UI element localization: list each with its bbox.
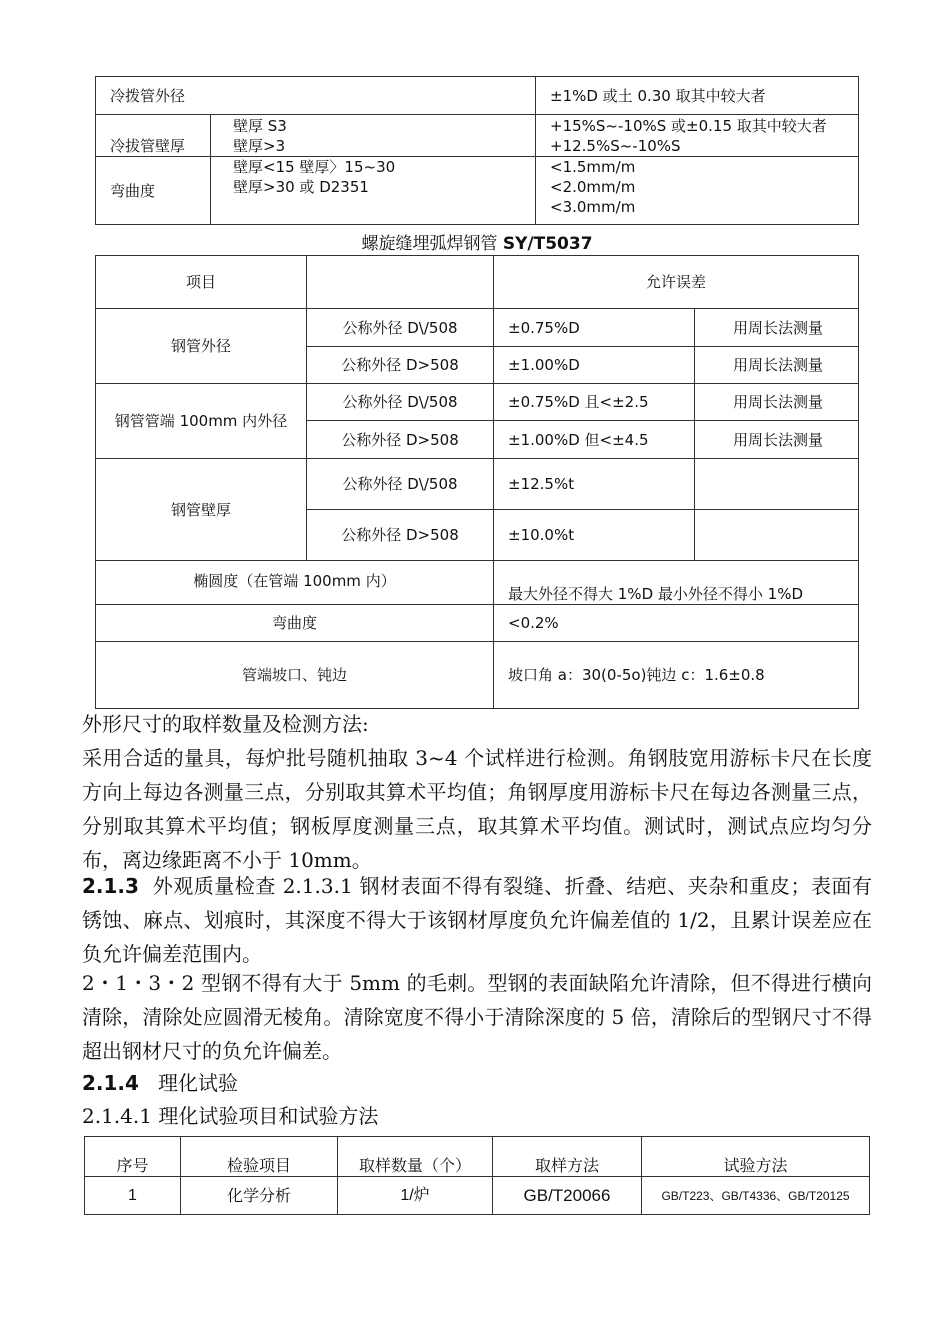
row-condition: 壁厚<15 壁厚〉15~30 壁厚>30 或 D2351: [211, 157, 536, 225]
header-cell: 检验项目: [181, 1137, 338, 1177]
tolerance-cell: ±12.5%t: [494, 459, 695, 510]
cold-drawn-tolerance-table: [95, 76, 859, 225]
method-cell: [695, 459, 859, 510]
section-2-1-4-1: 2.1.4.1 理化试验项目和试验方法: [82, 1104, 379, 1128]
row-cell: GB/T223、GB/T4336、GB/T20125: [642, 1177, 870, 1215]
section-2-1-3: 2.1.3 外观质量检查 2.1.3.1 钢材表面不得有裂缝、折叠、结疤、夹杂和重皮；表面有锈蚀、麻点、划痕时，其深度不得大于该钢材厚度负允许偏差值的 1/2，且累计误差应在负允许偏差范围内。: [82, 874, 873, 966]
row-condition: 壁厚 S3 壁厚>3: [211, 115, 536, 157]
row-cell: GB/T20066: [493, 1177, 642, 1215]
method-cell: 用周长法测量: [695, 309, 859, 347]
tolerance-cell: ±1.00%D: [494, 347, 695, 384]
section-2-1-3-2: 2・1・3・2 型钢不得有大于 5mm 的毛刺。型钢的表面缺陷允许清除，但不得进行横向清除，清除处应圆滑无棱角。清除宽度不得小于清除深度的 5 倍，清除后的型钢尺寸不得超出钢材尺寸的负允许偏差。: [82, 971, 872, 1063]
section-2-1-4: 2.1.4 理化试验: [82, 1071, 239, 1095]
condition-cell: 公称外径 D\/508: [307, 459, 494, 510]
condition-cell: 公称外径 D\/508: [307, 384, 494, 421]
method-cell: 用周长法测量: [695, 421, 859, 459]
spiral-pipe-tolerance-table: [95, 255, 859, 709]
bevel-tolerance: 坡口角 a：30(0-5o)钝边 c：1.6±0.8: [494, 642, 859, 709]
row-item: 冷拔管壁厚: [96, 115, 211, 157]
header-item: 项目: [96, 256, 307, 309]
tolerance-cell: ±10.0%t: [494, 510, 695, 561]
tolerance-cell: ±1.00%D 但<±4.5: [494, 421, 695, 459]
row-cell: 1: [85, 1177, 181, 1215]
bend-item: 弯曲度: [96, 605, 494, 642]
row-tolerance: ±1%D 或土 0.30 取其中较大者: [536, 77, 859, 115]
condition-cell: 公称外径 D>508: [307, 510, 494, 561]
group-item: 钢管壁厚: [96, 459, 307, 561]
row-item: 冷拨管外径: [96, 77, 536, 115]
header-cell: 试验方法: [642, 1137, 870, 1177]
group-item: 钢管外径: [96, 309, 307, 384]
table-title: 螺旋缝埋弧焊钢管 SY/T5037: [361, 234, 593, 254]
condition-cell: 公称外径 D>508: [307, 347, 494, 384]
header-cell: 序号: [85, 1137, 181, 1177]
bevel-item: 管端坡口、钝边: [96, 642, 494, 709]
tolerance-cell: ±0.75%D: [494, 309, 695, 347]
row-tolerance: <1.5mm/m <2.0mm/m <3.0mm/m: [536, 157, 859, 225]
method-cell: 用周长法测量: [695, 347, 859, 384]
ovality-item: 椭圆度（在管端 100mm 内）: [96, 561, 494, 605]
row-item: 弯曲度: [96, 157, 211, 225]
row-cell: 1/炉: [338, 1177, 493, 1215]
header-cell: 取样方法: [493, 1137, 642, 1177]
method-cell: [695, 510, 859, 561]
condition-cell: 公称外径 D\/508: [307, 309, 494, 347]
row-cell: 化学分析: [181, 1177, 338, 1215]
bend-tolerance: <0.2%: [494, 605, 859, 642]
row-tolerance: +15%S~-10%S 或±0.15 取其中较大者 +12.5%S~-10%S: [536, 115, 859, 157]
sampling-heading: 外形尺寸的取样数量及检测方法:: [82, 712, 369, 736]
physicochemical-test-table: [84, 1136, 870, 1215]
header-cell: 取样数量（个）: [338, 1137, 493, 1177]
tolerance-cell: ±0.75%D 且<±2.5: [494, 384, 695, 421]
group-item: 钢管管端 100mm 内外径: [96, 384, 307, 459]
sampling-paragraph: 采用合适的量具，每炉批号随机抽取 3~4 个试样进行检测。角钢肢宽用游标卡尺在长度方向上每边各测量三点，分别取其算术平均值；角钢厚度用游标卡尺在每边各测量三点，分别取其算术平均值；钢板厚度测量三点，取其算术平均值。测试时，测试点应均匀分布，离边缘距离不小于 10mm。: [82, 746, 872, 872]
ovality-tolerance: 最大外径不得大 1%D 最小外径不得小 1%D: [494, 561, 859, 605]
method-cell: 用周长法测量: [695, 384, 859, 421]
condition-cell: 公称外径 D>508: [307, 421, 494, 459]
header-tolerance: 允许误差: [494, 256, 859, 309]
